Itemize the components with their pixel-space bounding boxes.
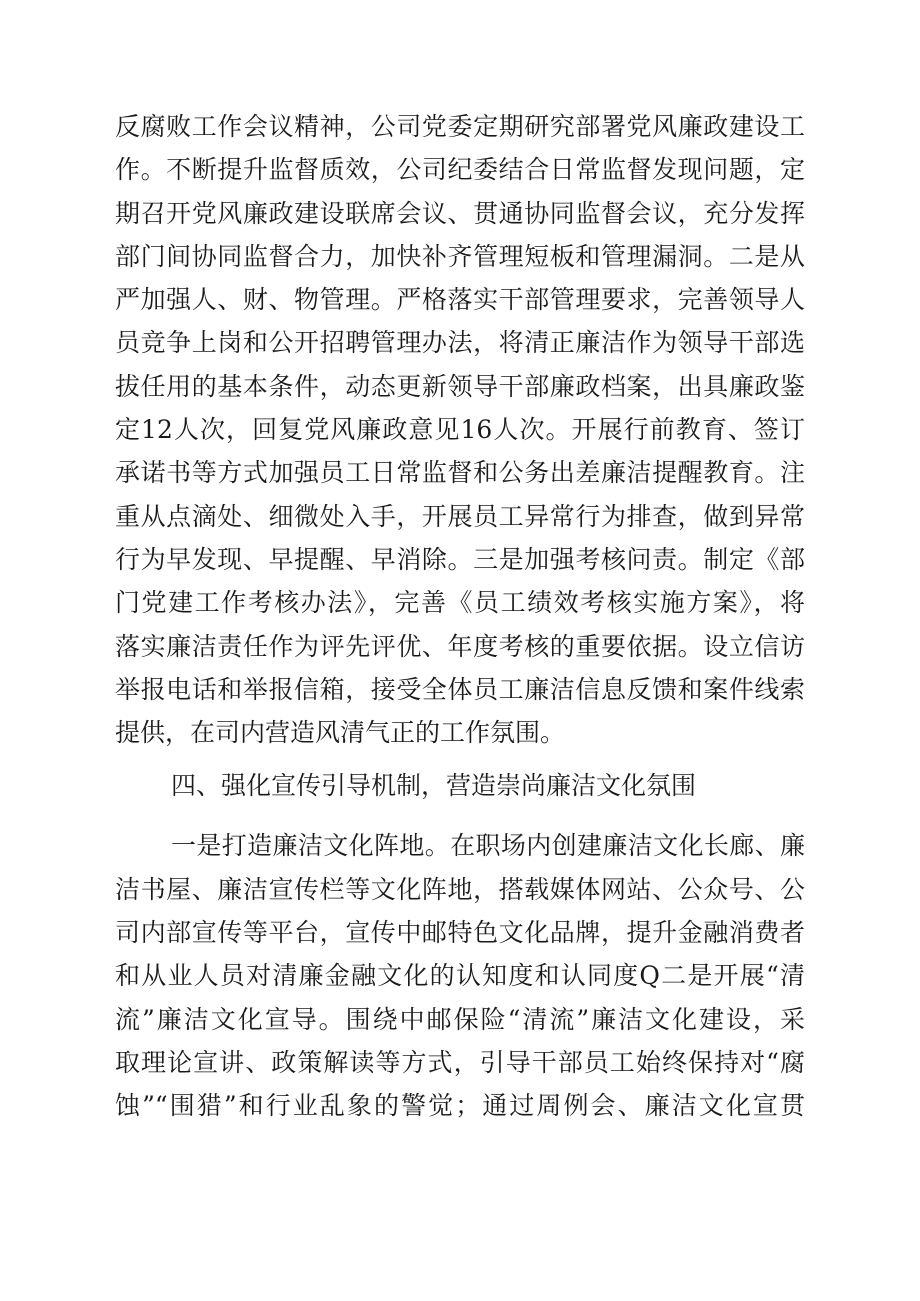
- document-body: [115, 105, 805, 1128]
- paragraph-line: 部门间协同监督合力，加快补齐管理短板和管理漏洞。二是从: [115, 241, 805, 271]
- paragraph-line: 流”廉洁文化宣导。围绕中邮保险“清流”廉洁文化建设，采: [115, 1004, 805, 1034]
- paragraph-line: 洁书屋、廉洁宣传栏等文化阵地，搭载媒体网站、公众号、公: [115, 874, 805, 904]
- paragraph-line: 取理论宣讲、政策解读等方式，引导干部员工始终保持对“腐: [115, 1047, 805, 1077]
- paragraph-line: 提供，在司内营造风清气正的工作氛围。: [115, 718, 566, 748]
- paragraph-line: 和从业人员对清廉金融文化的认知度和认同度Q二是开展“清: [115, 961, 805, 991]
- paragraph-line: 一是打造廉洁文化阵地。在职场内创建廉洁文化长廊、廉: [171, 831, 805, 861]
- paragraph-2: [115, 824, 805, 1127]
- paragraph-line: 作。不断提升监督质效，公司纪委结合日常监督发现问题，定: [115, 155, 805, 185]
- paragraph-1: [115, 105, 805, 754]
- section-heading: 四、强化宣传引导机制，营造崇尚廉洁文化氛围: [171, 771, 697, 801]
- paragraph-line: 定12人次，回复党风廉政意见16人次。开展行前教育、签订: [115, 415, 805, 445]
- paragraph-line: 蚀”“围猎”和行业乱象的警觉；通过周例会、廉洁文化宣贯: [115, 1091, 805, 1121]
- paragraph-line: 行为早发现、早提醒、早消除。三是加强考核问责。制定《部: [115, 544, 805, 574]
- paragraph-line: 员竞争上岗和公开招聘管理办法，将清正廉洁作为领导干部选: [115, 328, 805, 358]
- paragraph-line: 举报电话和举报信箱，接受全体员工廉洁信息反馈和案件线索: [115, 674, 805, 704]
- paragraph-line: 严加强人、财、物管理。严格落实干部管理要求，完善领导人: [115, 285, 805, 315]
- paragraph-line: 门党建工作考核办法》，完善《员工绩效考核实施方案》，将: [115, 588, 805, 618]
- paragraph-line: 落实廉洁责任作为评先评优、年度考核的重要依据。设立信访: [115, 631, 805, 661]
- paragraph-line: 拔任用的基本条件，动态更新领导干部廉政档案，出具廉政鉴: [115, 371, 805, 401]
- paragraph-line: 期召开党风廉政建设联席会议、贯通协同监督会议，充分发挥: [115, 198, 805, 228]
- paragraph-line: 司内部宣传等平台，宣传中邮特色文化品牌，提升金融消费者: [115, 918, 805, 948]
- paragraph-line: 反腐败工作会议精神，公司党委定期研究部署党风廉政建设工: [115, 112, 805, 141]
- paragraph-line: 重从点滴处、细微处入手，开展员工异常行为排查，做到异常: [115, 501, 805, 531]
- paragraph-line: 承诺书等方式加强员工日常监督和公务出差廉洁提醒教育。注: [115, 458, 805, 488]
